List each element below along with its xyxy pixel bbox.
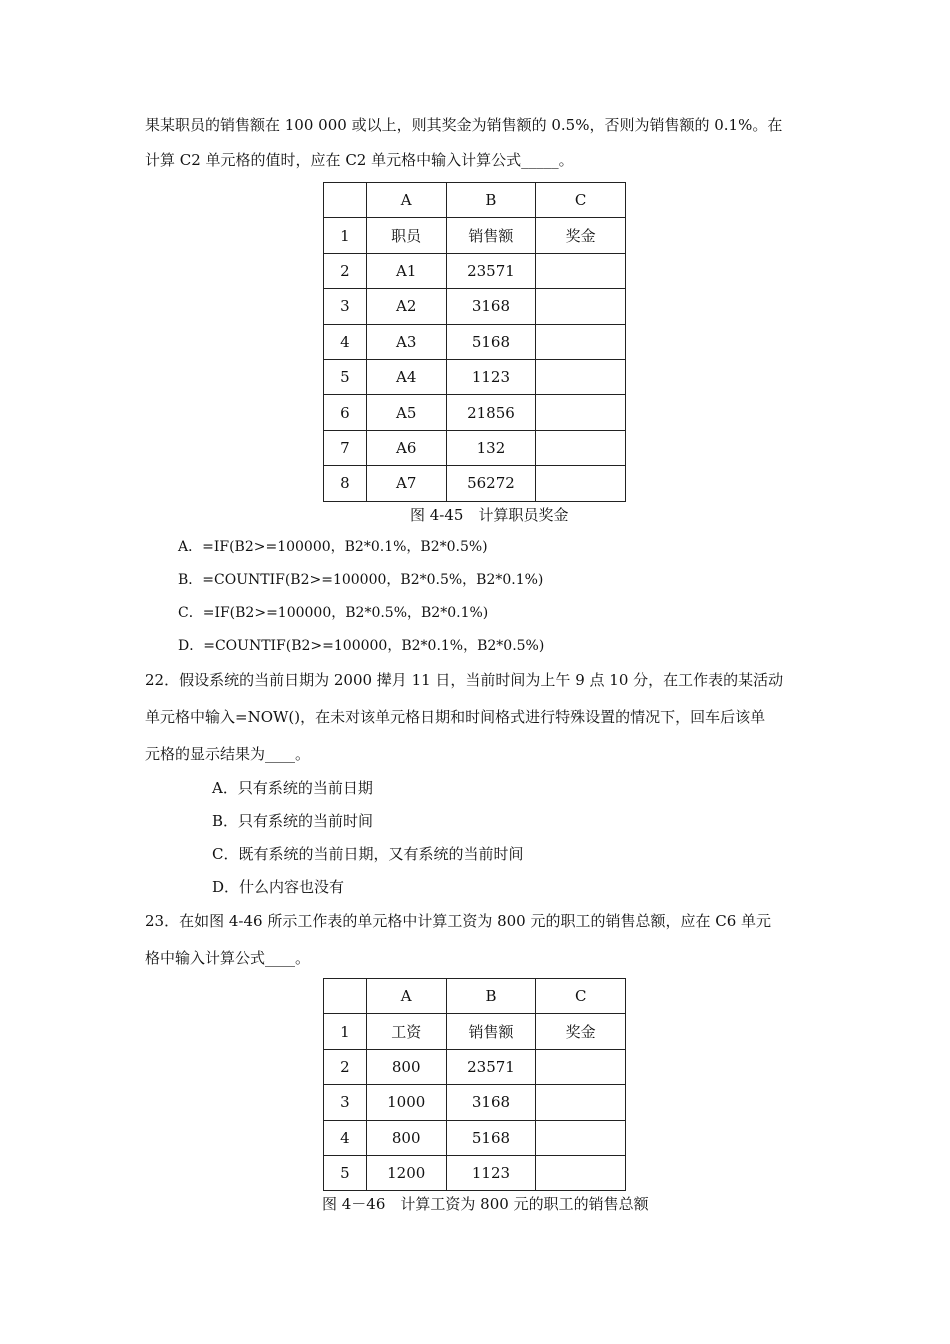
table-cell — [536, 1120, 626, 1155]
table-cell — [536, 289, 626, 324]
table-cell: 4 — [324, 1120, 367, 1155]
q22-option-a: A．只有系统的当前日期 — [212, 779, 373, 797]
table-cell: 132 — [446, 430, 536, 465]
table-cell: B — [446, 183, 536, 218]
table-cell: A5 — [366, 395, 446, 430]
table-cell: 3168 — [446, 1085, 536, 1120]
table-row — [324, 218, 626, 253]
table-row — [324, 430, 626, 465]
table-cell: 3 — [324, 1085, 367, 1120]
q23-line-1: 23．在如图 4-46 所示工作表的单元格中计算工资为 800 元的职工的销售总额，应在 C6 单元 — [145, 912, 772, 930]
table-cell: 1123 — [446, 359, 536, 394]
table-cell: 奖金 — [536, 1014, 626, 1049]
table-caption-4-45: 图 4-45 计算职员奖金 — [410, 506, 569, 524]
table-header-row — [324, 183, 626, 218]
table-cell: 2 — [324, 1049, 367, 1084]
table-cell — [536, 1085, 626, 1120]
q21-option-b: B．=COUNTIF(B2>=100000，B2*0.5%，B2*0.1%) — [178, 572, 544, 588]
table-row — [324, 1085, 626, 1120]
table-row — [324, 466, 626, 501]
table-cell: C — [536, 979, 626, 1014]
table-cell: 8 — [324, 466, 367, 501]
table-salary-sales — [323, 978, 626, 1191]
table-row — [324, 253, 626, 288]
table-cell: 4 — [324, 324, 367, 359]
q21-line-2: 计算 C2 单元格的值时，应在 C2 单元格中输入计算公式_____。 — [145, 151, 574, 169]
table-cell: A — [366, 183, 446, 218]
table-cell: 5168 — [446, 324, 536, 359]
table-cell: 1200 — [366, 1155, 446, 1190]
table-cell: 2 — [324, 253, 367, 288]
table-row — [324, 359, 626, 394]
table-cell: 6 — [324, 395, 367, 430]
table-cell: 销售额 — [446, 218, 536, 253]
table-cell: 工资 — [366, 1014, 446, 1049]
table-cell: 56272 — [446, 466, 536, 501]
table-cell: 1 — [324, 218, 367, 253]
q21-line-1: 果某职员的销售额在 100 000 或以上，则其奖金为销售额的 0.5%，否则为销售额的 0.1%。在 — [145, 116, 783, 134]
table-cell — [536, 395, 626, 430]
table-cell — [536, 1155, 626, 1190]
table-row — [324, 324, 626, 359]
table-header-row — [324, 979, 626, 1014]
q22-option-d: D．什么内容也没有 — [212, 878, 345, 896]
q22-option-b: B．只有系统的当前时间 — [212, 812, 374, 830]
table-row — [324, 1155, 626, 1190]
table-cell: A2 — [366, 289, 446, 324]
q21-option-d: D．=COUNTIF(B2>=100000，B2*0.1%，B2*0.5%) — [178, 638, 545, 654]
table-cell: 800 — [366, 1049, 446, 1084]
table-cell: 21856 — [446, 395, 536, 430]
table-cell: 5168 — [446, 1120, 536, 1155]
table-cell — [536, 359, 626, 394]
q21-option-a: A．=IF(B2>=100000，B2*0.1%，B2*0.5%) — [178, 539, 488, 555]
table-caption-4-46: 图 4－46 计算工资为 800 元的职工的销售总额 — [322, 1195, 649, 1213]
table-cell: 800 — [366, 1120, 446, 1155]
table-row — [324, 395, 626, 430]
table-cell: 1000 — [366, 1085, 446, 1120]
table-cell: 1123 — [446, 1155, 536, 1190]
table-cell — [536, 253, 626, 288]
table-cell: A7 — [366, 466, 446, 501]
table-cell — [536, 466, 626, 501]
q22-line-1: 22．假设系统的当前日期为 2000 撵月 11 日，当前时间为上午 9 点 10 分，在工作表的某活动 — [145, 671, 784, 689]
table-row — [324, 1014, 626, 1049]
table-cell: A — [366, 979, 446, 1014]
table-cell: A3 — [366, 324, 446, 359]
table-row — [324, 1049, 626, 1084]
q22-line-3: 元格的显示结果为____。 — [145, 745, 311, 763]
table-cell: 7 — [324, 430, 367, 465]
table-cell — [536, 1049, 626, 1084]
table-employee-bonus — [323, 182, 626, 502]
q22-line-2: 单元格中输入=NOW()，在未对该单元格日期和时间格式进行特殊设置的情况下，回车后该单 — [145, 708, 766, 726]
table-cell — [324, 979, 367, 1014]
table-cell — [324, 183, 367, 218]
table-row — [324, 1120, 626, 1155]
table-cell: A1 — [366, 253, 446, 288]
table-cell: 23571 — [446, 1049, 536, 1084]
q22-option-c: C．既有系统的当前日期，又有系统的当前时间 — [212, 845, 524, 863]
table-cell: 职员 — [366, 218, 446, 253]
table-cell — [536, 430, 626, 465]
table-cell: 5 — [324, 359, 367, 394]
table-cell: C — [536, 183, 626, 218]
table-cell: 销售额 — [446, 1014, 536, 1049]
table-row — [324, 289, 626, 324]
table-cell: B — [446, 979, 536, 1014]
table-cell: 23571 — [446, 253, 536, 288]
table-cell: A6 — [366, 430, 446, 465]
table-cell: A4 — [366, 359, 446, 394]
table-cell: 3 — [324, 289, 367, 324]
table-cell: 1 — [324, 1014, 367, 1049]
table-cell: 奖金 — [536, 218, 626, 253]
table-cell: 3168 — [446, 289, 536, 324]
table-cell — [536, 324, 626, 359]
q23-line-2: 格中输入计算公式____。 — [145, 949, 311, 967]
table-cell: 5 — [324, 1155, 367, 1190]
q21-option-c: C．=IF(B2>=100000，B2*0.5%，B2*0.1%) — [178, 605, 489, 621]
